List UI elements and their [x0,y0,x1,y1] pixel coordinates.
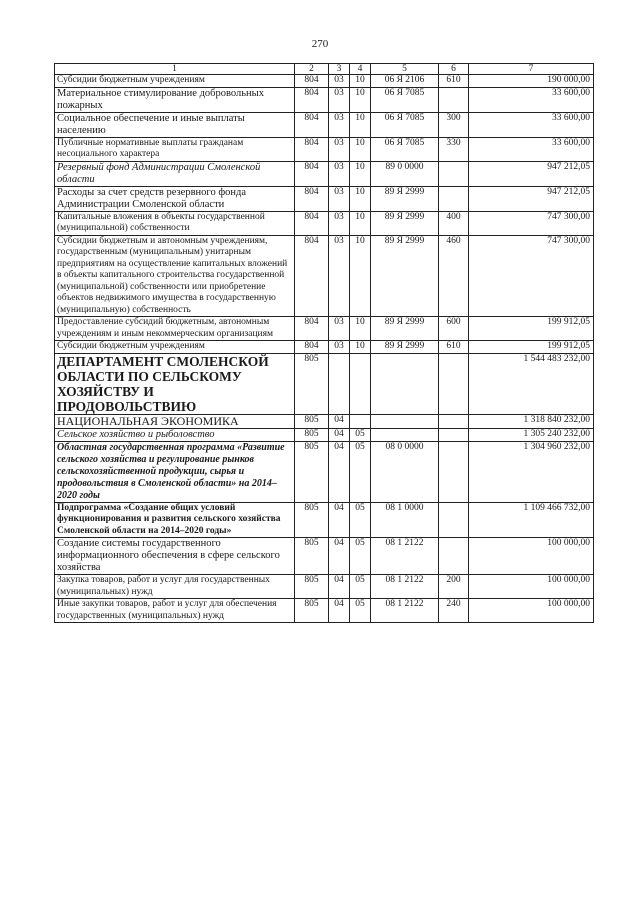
row-target-code-cell: 06 Я 7085 [371,87,439,112]
table-row [55,211,594,235]
row-target-code-cell [371,414,439,428]
row-subsection-cell [350,353,371,414]
row-expense-type-cell [439,161,469,186]
row-code-admin-cell: 804 [295,317,329,341]
row-section-cell: 04 [329,414,350,428]
row-section-cell: 03 [329,87,350,112]
row-expense-type-cell: 400 [439,211,469,235]
row-expense-type-cell [439,441,469,502]
row-target-code-cell: 89 Я 2999 [371,341,439,354]
table-row [55,538,594,575]
row-subsection-cell: 05 [350,575,371,599]
row-target-code-cell: 08 1 2122 [371,599,439,623]
row-name-cell: Расходы за счет средств резервного фонда Администрации Смоленской области [55,186,295,211]
row-code-admin-cell: 804 [295,211,329,235]
row-name-cell: Предоставление субсидий бюджетным, автономным учреждениям и иным некоммерческим организациям [55,317,295,341]
row-section-cell: 03 [329,235,350,317]
row-subsection-cell: 10 [350,75,371,88]
table-row [55,341,594,354]
row-target-code-cell: 89 0 0000 [371,161,439,186]
row-code-admin-cell: 804 [295,137,329,161]
row-name-cell: Публичные нормативные выплаты гражданам несоциального характера [55,137,295,161]
row-code-admin-cell: 805 [295,428,329,441]
row-name-cell: Иные закупки товаров, работ и услуг для обеспечения государственных (муниципальных) нужд [55,599,295,623]
row-target-code-cell [371,428,439,441]
row-code-admin-cell: 805 [295,502,329,538]
row-section-cell: 03 [329,161,350,186]
table-row [55,575,594,599]
row-subsection-cell: 10 [350,112,371,137]
row-expense-type-cell [439,428,469,441]
row-expense-type-cell: 460 [439,235,469,317]
row-amount-cell: 100 000,00 [469,538,594,575]
table-row [55,599,594,623]
row-target-code-cell: 89 Я 2999 [371,211,439,235]
row-subsection-cell: 05 [350,502,371,538]
row-name-cell: НАЦИОНАЛЬНАЯ ЭКОНОМИКА [55,414,295,428]
row-subsection-cell: 10 [350,235,371,317]
row-code-admin-cell: 805 [295,575,329,599]
row-code-admin-cell: 805 [295,538,329,575]
row-expense-type-cell: 330 [439,137,469,161]
column-header-7: 7 [469,64,594,75]
row-expense-type-cell [439,502,469,538]
row-target-code-cell: 08 1 2122 [371,575,439,599]
row-name-cell: Создание системы государственного информационного обеспечения в сфере сельского хозяйства [55,538,295,575]
column-header-6: 6 [439,64,469,75]
row-amount-cell: 33 600,00 [469,137,594,161]
row-amount-cell: 1 544 483 232,00 [469,353,594,414]
row-subsection-cell: 10 [350,317,371,341]
row-amount-cell: 100 000,00 [469,599,594,623]
row-code-admin-cell: 804 [295,75,329,88]
row-expense-type-cell [439,186,469,211]
row-amount-cell: 947 212,05 [469,161,594,186]
row-amount-cell: 199 912,05 [469,341,594,354]
row-code-admin-cell: 805 [295,441,329,502]
row-section-cell: 04 [329,538,350,575]
table-row [55,186,594,211]
page-number: 270 [311,38,329,50]
row-amount-cell: 1 109 466 732,00 [469,502,594,538]
row-amount-cell: 1 318 840 232,00 [469,414,594,428]
row-section-cell: 03 [329,211,350,235]
row-subsection-cell [350,414,371,428]
row-section-cell: 04 [329,502,350,538]
row-subsection-cell: 05 [350,428,371,441]
row-expense-type-cell: 240 [439,599,469,623]
row-target-code-cell: 89 Я 2999 [371,235,439,317]
row-code-admin-cell: 804 [295,161,329,186]
column-header-4: 4 [350,64,371,75]
row-target-code-cell [371,353,439,414]
row-name-cell: Капитальные вложения в объекты государственной (муниципальной) собственности [55,211,295,235]
row-expense-type-cell: 200 [439,575,469,599]
row-expense-type-cell [439,414,469,428]
table-row [55,441,594,502]
row-target-code-cell: 06 Я 7085 [371,112,439,137]
row-section-cell: 03 [329,341,350,354]
table-row [55,87,594,112]
row-expense-type-cell: 610 [439,341,469,354]
row-amount-cell: 1 305 240 232,00 [469,428,594,441]
row-section-cell [329,353,350,414]
row-section-cell: 03 [329,186,350,211]
row-name-cell: Подпрограмма «Создание общих условий функционирования и развития сельского хозяйства Смоленской области на 2014–2020 годы» [55,502,295,538]
table-row [55,317,594,341]
row-name-cell: Социальное обеспечение и иные выплаты населению [55,112,295,137]
column-header-5: 5 [371,64,439,75]
table-row [55,353,594,414]
table-row [55,161,594,186]
row-amount-cell: 199 912,05 [469,317,594,341]
row-section-cell: 04 [329,428,350,441]
row-expense-type-cell [439,87,469,112]
row-amount-cell: 33 600,00 [469,112,594,137]
row-amount-cell: 33 600,00 [469,87,594,112]
row-code-admin-cell: 805 [295,353,329,414]
row-name-cell: Субсидии бюджетным учреждениям [55,341,295,354]
table-row [55,75,594,88]
row-name-cell: Областная государственная программа «Развитие сельского хозяйства и регулирование рынков сельскохозяйственной продукции, сырья и продовольствия в Смоленской области» на 2014–2020 годы [55,441,295,502]
row-section-cell: 03 [329,137,350,161]
row-section-cell: 03 [329,75,350,88]
row-expense-type-cell: 600 [439,317,469,341]
row-amount-cell: 190 000,00 [469,75,594,88]
row-subsection-cell: 10 [350,211,371,235]
table-row [55,502,594,538]
row-name-cell: ДЕПАРТАМЕНТ СМОЛЕНСКОЙ ОБЛАСТИ ПО СЕЛЬСКОМУ ХОЗЯЙСТВУ И ПРОДОВОЛЬСТВИЮ [55,353,295,414]
column-header-2: 2 [295,64,329,75]
row-target-code-cell: 08 1 2122 [371,538,439,575]
row-section-cell: 04 [329,599,350,623]
row-name-cell: Субсидии бюджетным учреждениям [55,75,295,88]
row-subsection-cell: 05 [350,538,371,575]
table-row [55,428,594,441]
row-code-admin-cell: 804 [295,112,329,137]
row-code-admin-cell: 804 [295,235,329,317]
row-expense-type-cell [439,538,469,575]
table-row [55,112,594,137]
row-name-cell: Сельское хозяйство и рыболовство [55,428,295,441]
row-subsection-cell: 10 [350,186,371,211]
row-section-cell: 03 [329,112,350,137]
row-name-cell: Закупка товаров, работ и услуг для государственных (муниципальных) нужд [55,575,295,599]
row-name-cell: Субсидии бюджетным и автономным учреждениям, государственным (муниципальным) унитарным предприятиям на осуществление капитальных вложений в объекты капитального строительства государственной (муниципальной) собственности или приобретение объектов недвижимого имущества в государственную (муниципальную) собственность [55,235,295,317]
row-target-code-cell: 08 0 0000 [371,441,439,502]
column-header-3: 3 [329,64,350,75]
row-code-admin-cell: 804 [295,186,329,211]
row-target-code-cell: 08 1 0000 [371,502,439,538]
row-code-admin-cell: 805 [295,414,329,428]
row-code-admin-cell: 804 [295,341,329,354]
row-amount-cell: 1 304 960 232,00 [469,441,594,502]
column-header-1: 1 [55,64,295,75]
row-expense-type-cell: 610 [439,75,469,88]
row-amount-cell: 100 000,00 [469,575,594,599]
row-amount-cell: 747 300,00 [469,211,594,235]
row-subsection-cell: 05 [350,441,371,502]
row-subsection-cell: 10 [350,161,371,186]
row-expense-type-cell [439,353,469,414]
budget-table [54,63,594,623]
row-section-cell: 04 [329,575,350,599]
table-row [55,235,594,317]
row-name-cell: Материальное стимулирование добровольных пожарных [55,87,295,112]
table-body [55,75,594,623]
row-target-code-cell: 89 Я 2999 [371,317,439,341]
table-row [55,137,594,161]
row-name-cell: Резервный фонд Администрации Смоленской области [55,161,295,186]
row-target-code-cell: 89 Я 2999 [371,186,439,211]
row-subsection-cell: 10 [350,87,371,112]
row-subsection-cell: 10 [350,137,371,161]
table-header-row [55,64,594,75]
row-code-admin-cell: 805 [295,599,329,623]
row-section-cell: 03 [329,317,350,341]
row-code-admin-cell: 804 [295,87,329,112]
row-amount-cell: 947 212,05 [469,186,594,211]
row-amount-cell: 747 300,00 [469,235,594,317]
row-subsection-cell: 10 [350,341,371,354]
row-expense-type-cell: 300 [439,112,469,137]
row-section-cell: 04 [329,441,350,502]
table-row [55,414,594,428]
row-target-code-cell: 06 Я 2106 [371,75,439,88]
row-target-code-cell: 06 Я 7085 [371,137,439,161]
row-subsection-cell: 05 [350,599,371,623]
